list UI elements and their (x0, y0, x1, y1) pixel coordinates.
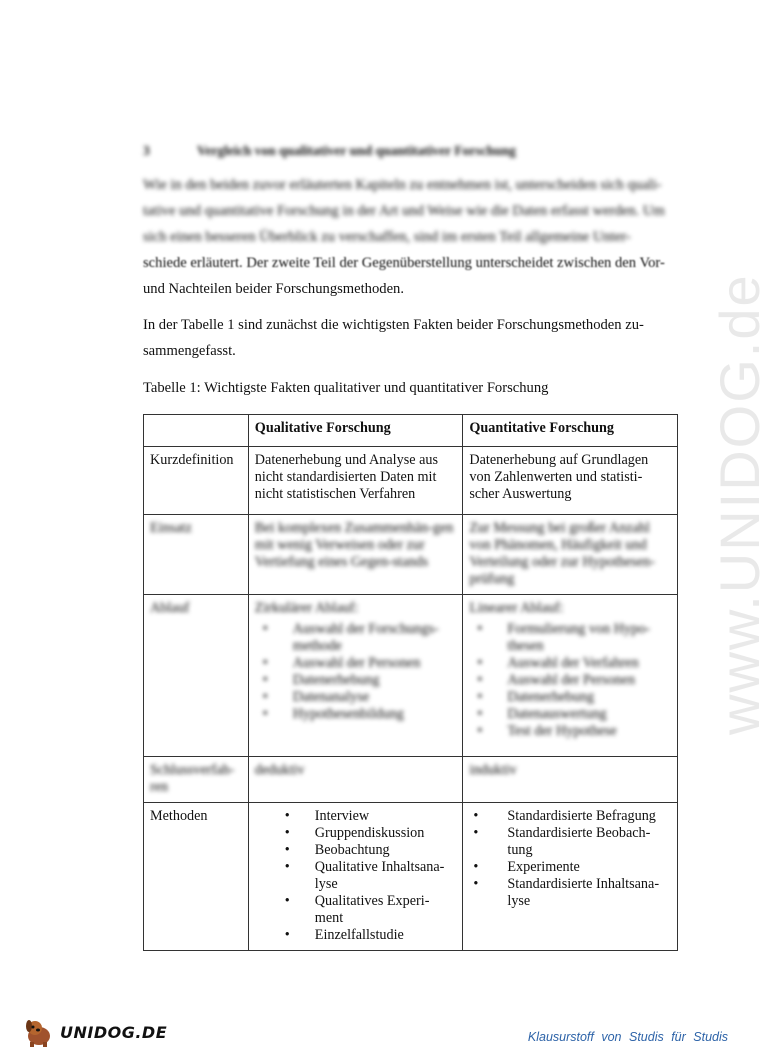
cell-qualitative: Bei komplexen Zusammenhän-gen mit wenig Verweisen oder zur Vertiefung eines Gegen-stands (248, 515, 463, 595)
header-quantitative: Quantitative Forschung (463, 415, 678, 447)
list-item: • Test der Hypothese (469, 723, 671, 740)
intro-paragraph (143, 172, 678, 302)
row-label: Einsatz (144, 515, 249, 595)
table-caption: Tabelle 1: Wichtigste Fakten qualitativer und quantitativer Forschung (143, 380, 549, 396)
paragraph-line: sich einen besseren Überblick zu verschaffen, sind im ersten Teil allgemeine Unter- (143, 229, 631, 245)
ablauf-intro: Zirkulärer Ablauf: (254, 600, 359, 616)
cell-quantitative (463, 803, 678, 951)
row-label: Methoden (144, 803, 249, 951)
footer-tagline: Klausurstoff von Studis für Studis (527, 1030, 728, 1044)
list-item: • Einzelfallstudie (255, 927, 457, 944)
list-item: • Hypothesenbildung (255, 706, 457, 723)
list-item: • Qualitative Inhaltsana-lyse (255, 859, 457, 893)
table-row (144, 595, 678, 757)
cell-quantitative: induktiv (463, 757, 678, 803)
paragraph-line: schiede erläutert. Der zweite Teil der Gegenüberstellung unterscheidet zwischen den Vor- (143, 255, 665, 271)
ablauf-list (255, 621, 457, 723)
list-item: • Datenanalyse (255, 689, 457, 706)
list-item: • Datenerhebung (469, 689, 671, 706)
section-heading (143, 143, 516, 159)
cell-qualitative (248, 595, 463, 757)
paragraph-line: In der Tabelle 1 sind zunächst die wichtigsten Fakten beider Forschungsmethoden zu- (143, 317, 644, 333)
list-item: • Standardisierte Inhaltsana-lyse (469, 876, 671, 910)
row-label: Ablauf (144, 595, 249, 757)
header-qualitative: Qualitative Forschung (248, 415, 463, 447)
list-item: • Auswahl der Personen (469, 672, 671, 689)
logo-text: UNIDOG.DE (60, 1022, 168, 1042)
cell-quantitative: Datenerhebung auf Grundlagen von Zahlenwerten und statisti-scher Auswertung (463, 447, 678, 515)
row-label: Kurzdefinition (144, 447, 249, 515)
list-item: • Standardisierte Beobach-tung (469, 825, 671, 859)
ablauf-list (469, 621, 671, 740)
list-item: • Formulierung von Hypo-thesen (469, 621, 671, 655)
section-number: 3 (143, 143, 150, 158)
cell-quantitative: Zur Messung bei großer Anzahl von Phänomen, Häufigkeit und Verteilung oder zur Hypothesen-prüfung (463, 515, 678, 595)
list-item: • Datenerhebung (255, 672, 457, 689)
list-item: • Gruppendiskussion (255, 825, 457, 842)
methoden-list (255, 808, 457, 944)
table-header-row (144, 415, 678, 447)
header-empty-cell (144, 415, 249, 447)
table-row (144, 803, 678, 951)
list-item: • Standardisierte Befragung (469, 808, 671, 825)
table-row (144, 757, 678, 803)
methoden-list (469, 808, 671, 910)
paragraph-line: tative und quantitative Forschung in der Art und Weise wie die Daten erfasst werden. Um (143, 203, 665, 219)
table-row (144, 515, 678, 595)
paragraph-line: und Nachteilen beider Forschungsmethoden. (143, 281, 404, 297)
list-item: • Auswahl der Forschungs-methode (255, 621, 457, 655)
cell-qualitative: Datenerhebung und Analyse aus nicht standardisierten Daten mit nicht statistischen Verfahren (248, 447, 463, 515)
paragraph-line: sammengefasst. (143, 343, 236, 359)
unidog-logo (22, 1016, 167, 1048)
cell-qualitative: deduktiv (248, 757, 463, 803)
paragraph-line: Wie in den beiden zuvor erläuterten Kapiteln zu entnehmen ist, unterscheiden sich quali- (143, 177, 662, 193)
list-item: • Beobachtung (255, 842, 457, 859)
dog-icon (22, 1016, 56, 1048)
watermark-text: www.UNIDOG.de (708, 273, 771, 735)
facts-table (143, 414, 678, 951)
ablauf-intro: Linearer Ablauf: (469, 600, 564, 616)
list-item: • Auswahl der Verfahren (469, 655, 671, 672)
list-item: • Datenauswertung (469, 706, 671, 723)
cell-qualitative (248, 803, 463, 951)
list-item: • Interview (255, 808, 457, 825)
list-item: • Experimente (469, 859, 671, 876)
list-item: • Auswahl der Personen (255, 655, 457, 672)
row-label: Schlussverfah-ren (144, 757, 249, 803)
table-row (144, 447, 678, 515)
table-intro-paragraph (143, 312, 678, 364)
cell-quantitative (463, 595, 678, 757)
list-item: • Qualitatives Experi-ment (255, 893, 457, 927)
section-title: Vergleich von qualitativer und quantitativer Forschung (197, 143, 516, 158)
